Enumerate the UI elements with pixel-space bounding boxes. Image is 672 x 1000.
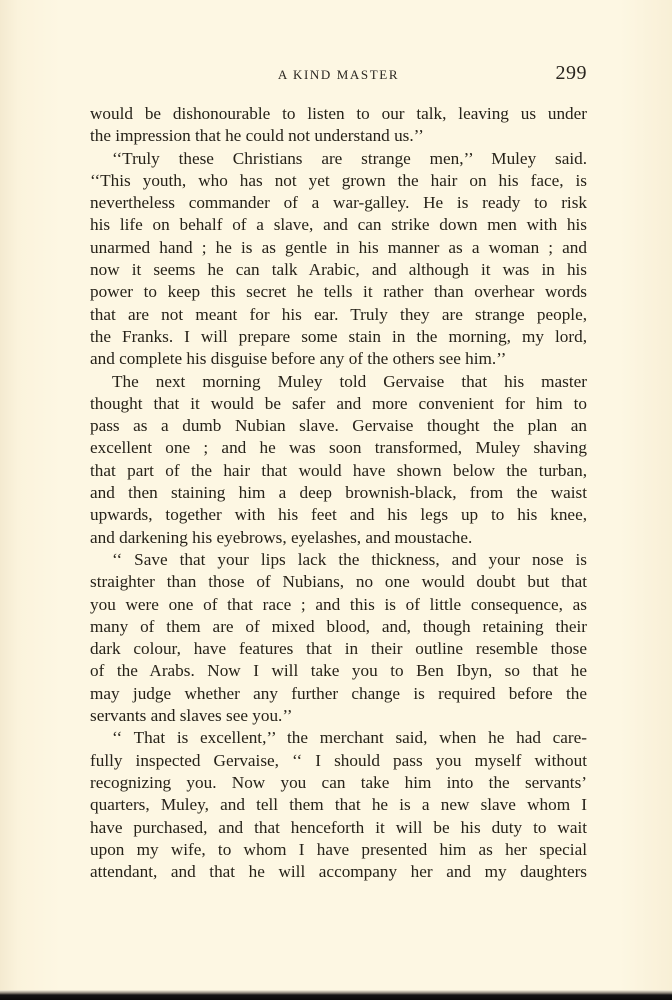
body-text: [90, 103, 587, 883]
text-line: power to keep this secret he tells it rather than overhear words: [90, 282, 587, 302]
page-header: [90, 62, 587, 88]
text-line: that are not meant for his ear. Truly they are strange people,: [90, 304, 587, 324]
text-line: quarters, Muley, and tell them that he is a new slave whom I: [90, 795, 587, 815]
text-line: the Franks. I will prepare some stain in the morning, my lord,: [90, 326, 587, 346]
text-line: that part of the hair that would have shown below the turban,: [90, 460, 587, 480]
text-line: upwards, together with his feet and his legs up to his knee,: [90, 505, 587, 525]
text-line: pass as a dumb Nubian slave. Gervaise thought the plan an: [90, 416, 587, 436]
text-line: would be dishonourable to listen to our talk, leaving us under: [90, 104, 587, 123]
text-line: ‘‘Truly these Christians are strange men,’’ Muley said.: [112, 148, 587, 168]
text-line: of the Arabs. Now I will take you to Ben Ibyn, so that he: [90, 661, 587, 681]
text-line: and darkening his eyebrows, eyelashes, and moustache.: [90, 527, 473, 547]
running-title: A KIND MASTER: [277, 67, 400, 82]
scan-bottom-edge: [0, 990, 672, 1000]
text-line: now it seems he can talk Arabic, and although it was in his: [90, 260, 587, 280]
text-line: the impression that he could not understand us.’’: [90, 126, 424, 146]
text-line: may judge whether any further change is required before the: [90, 683, 587, 703]
text-line: ‘‘ Save that your lips lack the thickness, and your nose is: [112, 549, 587, 569]
text-line: dark colour, have features that in their outline resemble those: [90, 639, 587, 659]
text-line: servants and slaves see you.’’: [90, 706, 293, 726]
text-line: fully inspected Gervaise, ‘‘ I should pass you myself without: [90, 750, 587, 770]
text-line: ‘‘ That is excellent,’’ the merchant said, when he had care-: [112, 728, 587, 748]
text-line: nevertheless commander of a war-galley. He is ready to risk: [90, 193, 587, 213]
text-line: and complete his disguise before any of the others see him.’’: [90, 349, 507, 369]
page-number: 299: [555, 62, 587, 84]
text-line: thought that it would be safer and more convenient for him to: [90, 393, 587, 413]
text-line: many of them are of mixed blood, and, though retaining their: [90, 616, 587, 636]
text-line: and then staining him a deep brownish-black, from the waist: [90, 483, 587, 503]
text-line: his life on behalf of a slave, and can strike down men with his: [90, 215, 587, 235]
text-line: unarmed hand ; he is as gentle in his manner as a woman ; and: [90, 237, 587, 257]
text-line: recognizing you. Now you can take him into the servants’: [90, 772, 587, 792]
text-line: excellent one ; and he was soon transformed, Muley shaving: [90, 438, 587, 458]
text-line: you were one of that race ; and this is of little consequence, as: [90, 594, 587, 614]
text-line: attendant, and that he will accompany her and my daughters: [90, 862, 587, 882]
text-line: ‘‘This youth, who has not yet grown the hair on his face, is: [90, 170, 587, 190]
text-line: have purchased, and that henceforth it will be his duty to wait: [90, 817, 587, 837]
text-line: upon my wife, to whom I have presented him as her special: [90, 839, 587, 859]
text-line: straighter than those of Nubians, no one would doubt but that: [90, 572, 587, 592]
text-line: The next morning Muley told Gervaise that his master: [112, 371, 587, 391]
